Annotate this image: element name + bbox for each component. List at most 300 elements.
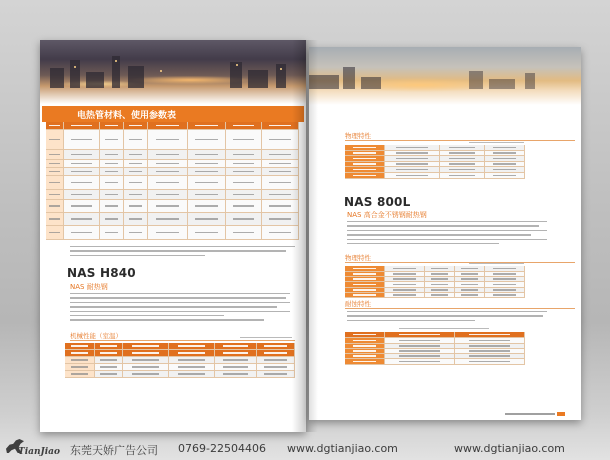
cell-text	[493, 147, 516, 149]
cell-text	[105, 218, 119, 220]
table-cell	[188, 190, 226, 200]
cell-text	[449, 158, 475, 160]
city-light	[115, 60, 117, 62]
parameter-table	[46, 122, 299, 240]
table-cell	[226, 168, 262, 176]
cell-text	[100, 345, 116, 347]
cell-text	[71, 194, 92, 196]
skyline-building	[361, 77, 381, 89]
table-cell	[46, 200, 64, 213]
cell-text	[49, 232, 59, 234]
table-cell	[485, 293, 525, 298]
cell-text	[129, 139, 143, 141]
paragraph-text	[70, 246, 295, 259]
table-cell	[345, 173, 385, 179]
cell-text	[393, 289, 416, 291]
cell-text	[264, 366, 286, 368]
cell-text	[269, 171, 291, 173]
text-line	[347, 221, 547, 222]
skyline-building	[469, 71, 483, 89]
table-cell	[148, 168, 188, 176]
text-line	[347, 243, 499, 244]
table-cell	[46, 160, 64, 168]
cell-text	[431, 294, 448, 296]
cell-text	[195, 194, 217, 196]
physical-title-top: 物理特性	[345, 132, 371, 140]
cell-text	[399, 340, 440, 342]
l800-corrosion-title: 耐蚀特性	[345, 300, 371, 308]
table-cell	[262, 176, 299, 190]
cell-text	[132, 366, 159, 368]
table-cell	[262, 213, 299, 226]
table-cell	[262, 226, 299, 240]
cell-text	[71, 154, 92, 156]
cell-text	[129, 154, 143, 156]
cell-text	[233, 171, 254, 173]
text-line	[347, 320, 475, 321]
cell-text	[353, 289, 376, 291]
table-cell	[148, 190, 188, 200]
l800-subtitle: NAS 高合金不锈钢耐热钢	[347, 211, 427, 219]
table-cell	[124, 200, 148, 213]
skyline-building	[343, 67, 355, 89]
cell-text	[431, 273, 448, 275]
cell-text	[129, 194, 143, 196]
h840-table-title: 机械性能（室温）	[70, 332, 122, 340]
table-cell	[257, 371, 295, 378]
cell-text	[469, 355, 510, 357]
table-header-cell	[148, 122, 188, 130]
cell-text	[178, 359, 205, 361]
table-cell	[455, 359, 525, 365]
table-header-cell	[169, 350, 215, 357]
table-cell	[226, 213, 262, 226]
cell-text	[493, 268, 516, 270]
cell-text	[233, 205, 254, 207]
cell-text	[129, 205, 143, 207]
cell-text	[353, 147, 376, 149]
cell-text	[396, 152, 428, 154]
text-line	[347, 239, 547, 240]
watermark-strip	[0, 436, 610, 460]
skyline-building	[248, 70, 268, 88]
cell-text	[393, 294, 416, 296]
footer-text	[505, 413, 555, 415]
cell-text	[49, 171, 59, 173]
cell-text	[449, 152, 475, 154]
cell-text	[269, 218, 291, 220]
skyline-building	[525, 73, 535, 89]
cell-text	[396, 175, 428, 177]
cell-text	[105, 139, 119, 141]
table-cell	[440, 173, 485, 179]
cell-text	[431, 289, 448, 291]
table-cell	[100, 150, 124, 160]
cell-text	[105, 163, 119, 165]
table-cell	[262, 168, 299, 176]
divider-rule	[345, 140, 575, 141]
cell-text	[105, 205, 119, 207]
cell-text	[493, 163, 516, 165]
cell-text	[493, 278, 516, 280]
cell-text	[178, 366, 205, 368]
table-cell	[124, 150, 148, 160]
table-cell	[485, 173, 525, 179]
cell-text	[493, 152, 516, 154]
cell-text	[100, 366, 116, 368]
table-cell	[148, 176, 188, 190]
cell-text	[233, 182, 254, 184]
cell-text	[461, 268, 478, 270]
cell-text	[223, 359, 248, 361]
table-cell	[262, 130, 299, 150]
table-cell	[226, 130, 262, 150]
table-cell	[226, 176, 262, 190]
cell-text	[353, 345, 376, 347]
text-line	[347, 234, 531, 235]
cell-text	[431, 278, 448, 280]
cell-text	[353, 163, 376, 165]
table-cell	[257, 357, 295, 364]
cell-text	[353, 334, 376, 336]
cell-text	[396, 169, 428, 171]
table-cell	[64, 176, 100, 190]
cell-text	[156, 205, 179, 207]
cell-text	[269, 205, 291, 207]
table-cell	[226, 200, 262, 213]
table-cell	[169, 357, 215, 364]
table-cell	[65, 357, 95, 364]
text-line	[70, 306, 277, 307]
table-cell	[124, 130, 148, 150]
cell-text	[449, 147, 475, 149]
table-header-cell	[123, 343, 169, 350]
table-cell	[226, 150, 262, 160]
cell-text	[223, 352, 248, 354]
cell-text	[132, 345, 159, 347]
cell-text	[100, 373, 116, 375]
table-cell	[385, 293, 425, 298]
table-row	[46, 122, 299, 130]
cell-text	[71, 139, 92, 141]
cell-text	[71, 182, 92, 184]
cell-text	[264, 345, 286, 347]
table-cell	[46, 190, 64, 200]
divider-rule	[70, 340, 295, 341]
cell-text	[71, 163, 92, 165]
cell-text	[156, 139, 179, 141]
cell-text	[71, 366, 88, 368]
cell-text	[431, 268, 448, 270]
table-row	[345, 173, 525, 179]
company-name: 东莞天娇广告公司	[70, 444, 158, 457]
table-cell	[64, 190, 100, 200]
cell-text	[100, 352, 116, 354]
cell-text	[71, 218, 92, 220]
table-cell	[65, 371, 95, 378]
table-header-cell	[65, 343, 95, 350]
skyline-building	[309, 75, 339, 89]
table-cell	[95, 357, 123, 364]
cell-text	[233, 218, 254, 220]
table-cell	[226, 226, 262, 240]
table-cell	[262, 190, 299, 200]
cell-text	[71, 171, 92, 173]
cell-text	[156, 232, 179, 234]
cell-text	[129, 182, 143, 184]
table-cell	[64, 200, 100, 213]
table-cell	[188, 213, 226, 226]
cell-text	[493, 289, 516, 291]
table-cell	[188, 226, 226, 240]
cell-text	[269, 163, 291, 165]
table-cell	[95, 371, 123, 378]
cell-text	[393, 284, 416, 286]
cell-text	[353, 152, 376, 154]
table-row	[65, 357, 295, 364]
cell-text	[399, 350, 440, 352]
l800-physical-title: 物理特性	[345, 254, 371, 262]
table-cell	[64, 160, 100, 168]
table-cell	[262, 150, 299, 160]
city-light	[236, 64, 238, 66]
table-caption	[399, 328, 489, 329]
cell-text	[431, 284, 448, 286]
cell-text	[269, 232, 291, 234]
cell-text	[71, 205, 92, 207]
divider-rule	[345, 308, 575, 309]
table-row	[46, 190, 299, 200]
table-cell	[226, 190, 262, 200]
cell-text	[493, 294, 516, 296]
cell-text	[399, 361, 440, 363]
cell-text	[353, 340, 376, 342]
cell-text	[233, 125, 254, 127]
cell-text	[129, 163, 143, 165]
cell-text	[353, 268, 376, 270]
table-header-cell	[215, 343, 257, 350]
cell-text	[469, 340, 510, 342]
table-cell	[385, 173, 440, 179]
cell-text	[156, 171, 179, 173]
table-row	[65, 343, 295, 350]
skyline-building	[70, 60, 80, 88]
text-line	[347, 315, 543, 316]
cell-text	[71, 373, 88, 375]
cell-text	[49, 182, 59, 184]
cell-text	[233, 154, 254, 156]
tianjiao-logo	[4, 438, 62, 458]
text-line	[70, 319, 264, 320]
table-cell	[257, 364, 295, 371]
table-cell	[215, 357, 257, 364]
table-row	[345, 359, 525, 365]
cell-text	[195, 205, 217, 207]
table-cell	[215, 364, 257, 371]
cell-text	[269, 182, 291, 184]
table-cell	[65, 364, 95, 371]
cell-text	[353, 175, 376, 177]
cell-text	[105, 232, 119, 234]
table-header-cell	[124, 122, 148, 130]
table-cell	[425, 293, 455, 298]
table-cell	[64, 150, 100, 160]
table-cell	[100, 160, 124, 168]
table-cell	[64, 226, 100, 240]
text-line	[70, 297, 286, 298]
table-cell	[148, 160, 188, 168]
table-cell	[46, 168, 64, 176]
table-header-cell	[257, 350, 295, 357]
table-cell	[148, 150, 188, 160]
table-header-cell	[262, 122, 299, 130]
cell-text	[49, 205, 59, 207]
table-header-cell	[46, 122, 64, 130]
cell-text	[223, 366, 248, 368]
text-line	[70, 255, 205, 256]
brochure-left-page	[40, 40, 306, 432]
cell-text	[353, 355, 376, 357]
table-row	[46, 213, 299, 226]
cell-text	[71, 125, 92, 127]
table-cell	[64, 213, 100, 226]
table-cell	[188, 168, 226, 176]
table-row	[46, 130, 299, 150]
text-line	[347, 230, 547, 231]
table-header-cell	[95, 343, 123, 350]
cell-text	[449, 175, 475, 177]
table-cell	[46, 150, 64, 160]
phone-number: 0769-22504406	[178, 442, 266, 455]
cell-text	[353, 158, 376, 160]
page-number-mark	[557, 412, 565, 416]
cell-text	[493, 273, 516, 275]
table-header-cell	[257, 343, 295, 350]
text-line	[347, 225, 539, 226]
cell-text	[269, 194, 291, 196]
table-header-cell	[188, 122, 226, 130]
cell-text	[195, 182, 217, 184]
table-cell	[100, 200, 124, 213]
table-cell	[188, 150, 226, 160]
cell-text	[195, 154, 217, 156]
table-cell	[262, 200, 299, 213]
cell-text	[71, 352, 88, 354]
cell-text	[195, 139, 217, 141]
cell-text	[461, 278, 478, 280]
cell-text	[105, 125, 119, 127]
table-cell	[455, 293, 485, 298]
divider-rule	[345, 262, 575, 263]
table-cell	[262, 160, 299, 168]
cell-text	[129, 125, 143, 127]
cell-text	[461, 273, 478, 275]
website-url-secondary[interactable]: www.dgtianjiao.com	[454, 442, 565, 455]
table-cell	[100, 130, 124, 150]
text-line	[70, 311, 290, 312]
cell-text	[469, 345, 510, 347]
cell-text	[269, 139, 291, 141]
cell-text	[195, 218, 217, 220]
table-cell	[226, 160, 262, 168]
cell-text	[178, 345, 205, 347]
cell-text	[71, 359, 88, 361]
table-cell	[100, 168, 124, 176]
table-cell	[215, 371, 257, 378]
cell-text	[195, 125, 217, 127]
cell-text	[178, 352, 205, 354]
table-cell	[64, 130, 100, 150]
cell-text	[353, 284, 376, 286]
table-header-cell	[123, 350, 169, 357]
table-cell	[124, 160, 148, 168]
table-cell	[46, 176, 64, 190]
cell-text	[353, 294, 376, 296]
cell-text	[493, 169, 516, 171]
table-cell	[123, 357, 169, 364]
cell-text	[393, 273, 416, 275]
cell-text	[129, 218, 143, 220]
table-row	[65, 371, 295, 378]
section-title-bar	[42, 106, 304, 122]
city-light	[74, 66, 76, 68]
cell-text	[493, 175, 516, 177]
cell-text	[396, 163, 428, 165]
skyline-building	[128, 66, 144, 88]
table-caption	[240, 337, 292, 338]
table-cell	[188, 176, 226, 190]
cell-text	[49, 194, 59, 196]
table-cell	[46, 213, 64, 226]
cell-text	[195, 163, 217, 165]
cell-text	[353, 273, 376, 275]
h840-subtitle: NAS 耐热钢	[70, 283, 108, 291]
table-row	[46, 150, 299, 160]
cell-text	[469, 350, 510, 352]
table-cell	[124, 168, 148, 176]
text-line	[70, 250, 286, 251]
table-cell	[124, 226, 148, 240]
table-cell	[46, 130, 64, 150]
cell-text	[264, 359, 286, 361]
text-line	[347, 311, 547, 312]
cell-text	[156, 163, 179, 165]
skyline-building	[86, 72, 104, 88]
h840-title: NAS H840	[67, 266, 136, 280]
table-cell	[123, 364, 169, 371]
table-header-cell	[100, 122, 124, 130]
cell-text	[129, 232, 143, 234]
city-sunset-photo	[309, 47, 581, 105]
table-header-cell	[95, 350, 123, 357]
table-cell	[64, 168, 100, 176]
cell-text	[399, 355, 440, 357]
cell-text	[461, 289, 478, 291]
cell-text	[132, 352, 159, 354]
cell-text	[100, 359, 116, 361]
physical-table-top	[345, 145, 525, 179]
corrosion-description	[347, 311, 547, 324]
cell-text	[233, 194, 254, 196]
cell-text	[399, 345, 440, 347]
table-row	[345, 293, 525, 298]
website-url[interactable]: www.dgtianjiao.com	[287, 442, 398, 455]
cell-text	[105, 182, 119, 184]
cell-text	[178, 373, 205, 375]
h840-mechanical-table	[65, 343, 295, 378]
section-title: 电热管材料、使用参数表	[77, 111, 177, 121]
table-row	[46, 176, 299, 190]
